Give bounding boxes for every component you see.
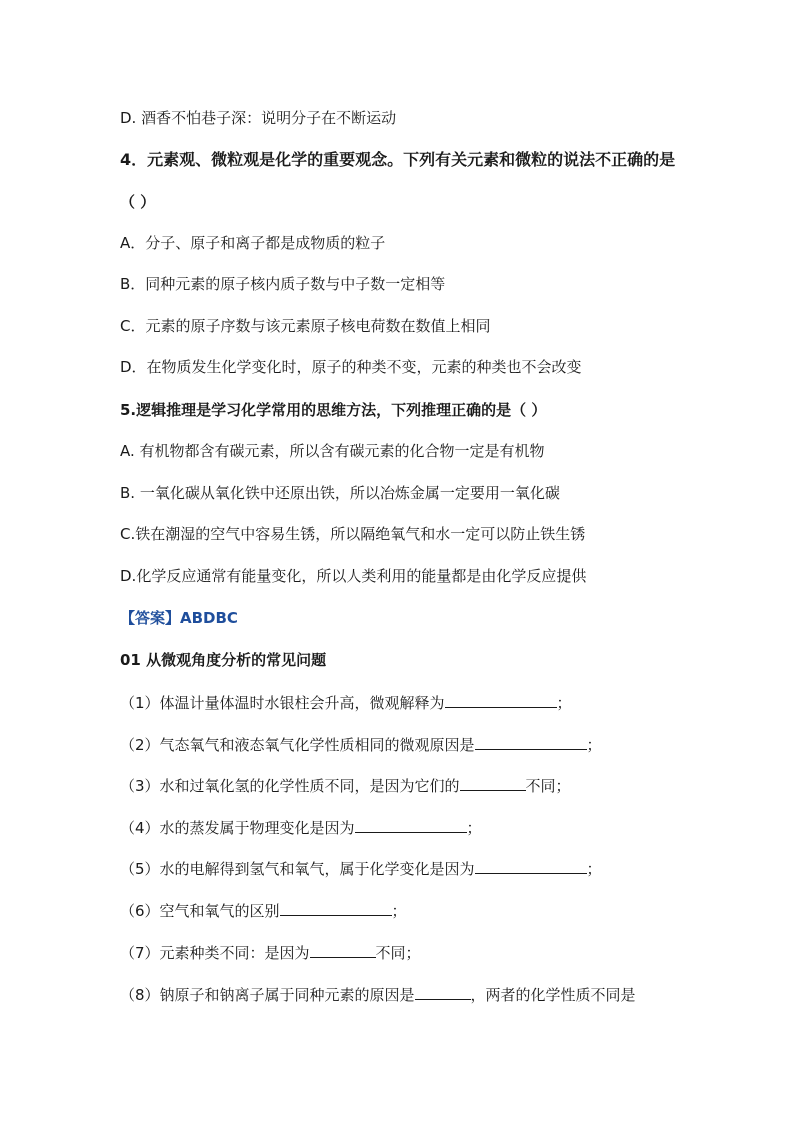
item-7-end: 不同；: [375, 944, 421, 962]
item-4-blank: [355, 816, 467, 833]
item-6-text: （6）空气和氧气的区别: [120, 902, 280, 920]
item-2: [120, 733, 602, 755]
item-4-end: ；: [466, 819, 482, 837]
item-3-end: 不同；: [525, 777, 571, 795]
question-5-option-a: A. 有机物都含有碳元素，所以含有碳元素的化合物一定是有机物: [120, 442, 545, 460]
question-4-option-a: A．分子、原子和离子都是成物质的粒子: [120, 234, 386, 252]
item-7-blank: [310, 941, 376, 958]
item-6: [120, 899, 407, 921]
item-1-text: （1）体温计量体温时水银柱会升高，微观解释为: [120, 694, 445, 712]
item-3: [120, 774, 571, 796]
item-2-end: ；: [586, 736, 602, 754]
question-4-option-c: C．元素的原子序数与该元素原子核电荷数在数值上相同: [120, 317, 491, 335]
item-6-end: ；: [391, 902, 407, 920]
question-5-option-d: D.化学反应通常有能量变化，所以人类利用的能量都是由化学反应提供: [120, 567, 587, 585]
item-5-blank: [475, 857, 587, 874]
question-4-option-d: D．在物质发生化学变化时，原子的种类不变，元素的种类也不会改变: [120, 358, 582, 376]
question-5-stem: 5.逻辑推理是学习化学常用的思维方法，下列推理正确的是（ ）: [120, 401, 547, 419]
item-4-text: （4）水的蒸发属于物理变化是因为: [120, 819, 355, 837]
item-8-blank: [415, 983, 471, 1000]
question-5-option-b: B. 一氧化碳从氧化铁中还原出铁，所以冶炼金属一定要用一氧化碳: [120, 484, 560, 502]
question-4-stem: 4．元素观、微粒观是化学的重要观念。下列有关元素和微粒的说法不正确的是: [120, 150, 676, 169]
item-8-end: ，两者的化学性质不同是: [470, 986, 636, 1004]
item-8-text: （8）钠原子和钠离子属于同种元素的原因是: [120, 986, 415, 1004]
item-5-end: ；: [586, 860, 602, 878]
question-4-paren: （ ）: [120, 193, 156, 211]
item-4: [120, 816, 482, 838]
item-5: [120, 857, 602, 879]
item-5-text: （5）水的电解得到氢气和氧气，属于化学变化是因为: [120, 860, 475, 878]
item-6-blank: [280, 899, 392, 916]
item-1-end: ；: [556, 694, 572, 712]
item-7: [120, 941, 421, 963]
answer-line: 【答案】ABDBC: [120, 609, 238, 627]
item-2-text: （2）气态氧气和液态氧气化学性质相同的微观原因是: [120, 736, 475, 754]
question-5-option-c: C.铁在潮湿的空气中容易生锈，所以隔绝氧气和水一定可以防止铁生锈: [120, 525, 586, 543]
item-3-blank: [460, 774, 526, 791]
item-1-blank: [445, 691, 557, 708]
question-4-option-b: B．同种元素的原子核内质子数与中子数一定相等: [120, 275, 446, 293]
option-d-previous: D. 酒香不怕巷子深：说明分子在不断运动: [120, 109, 397, 127]
item-1: [120, 691, 572, 713]
section-heading: 01 从微观角度分析的常见问题: [120, 651, 327, 669]
item-3-text: （3）水和过氧化氢的化学性质不同，是因为它们的: [120, 777, 460, 795]
item-8: [120, 983, 636, 1005]
item-7-text: （7）元素种类不同：是因为: [120, 944, 310, 962]
item-2-blank: [475, 733, 587, 750]
